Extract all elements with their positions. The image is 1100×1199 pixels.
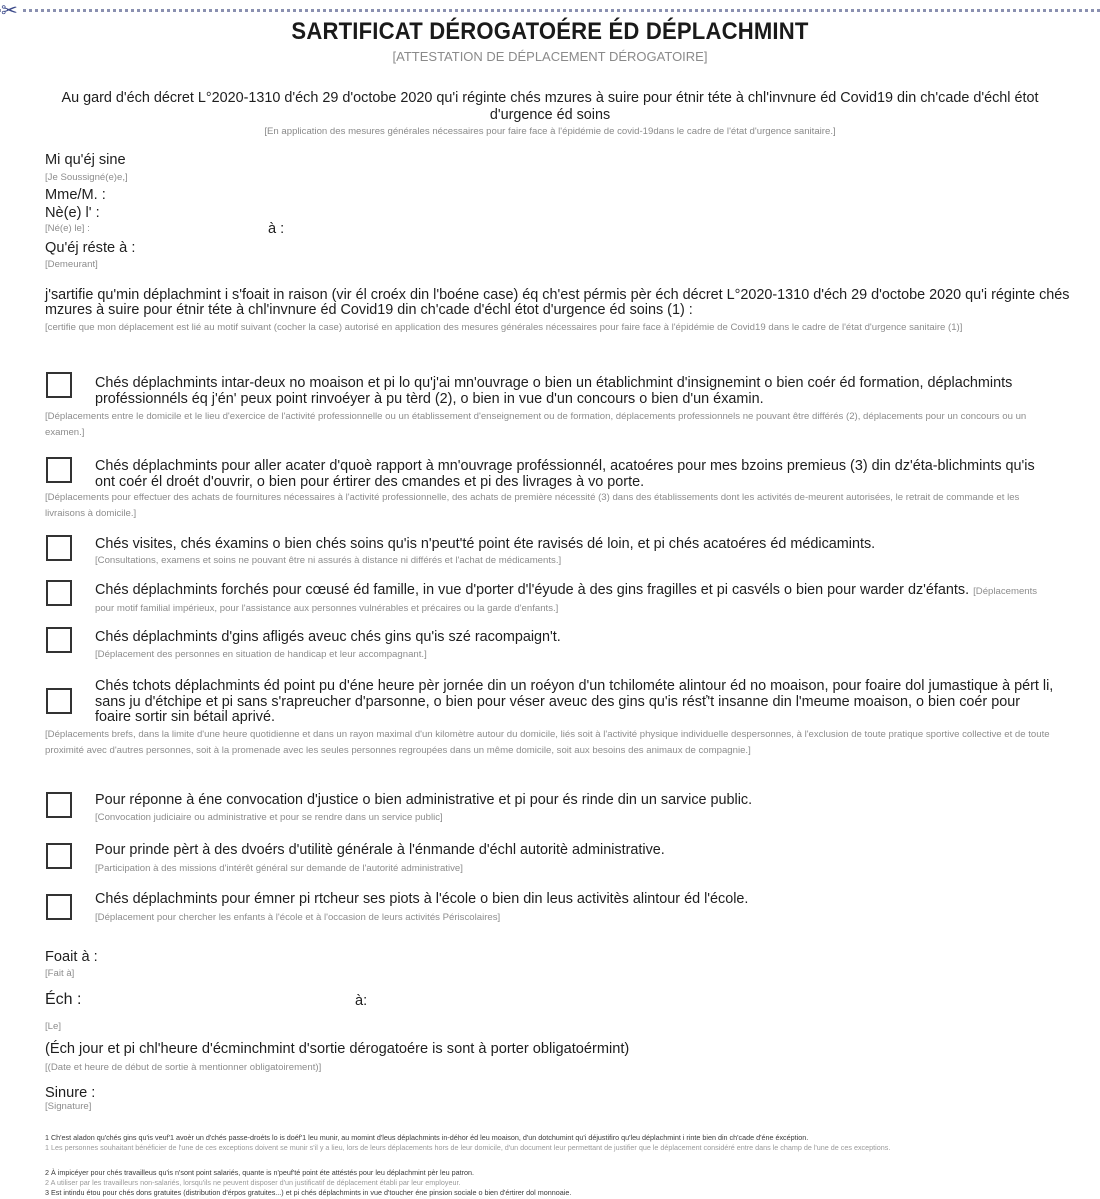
option-3-text: Chés visites, chés éxamins o bien chés soins qu'is n'peut'té point éte ravisés dé loin, et pi chés acatoéres éd médicamints. <box>95 536 876 552</box>
checkbox-option-9[interactable] <box>46 894 72 920</box>
intro-translation: [En application des mesures générales nécessaires pour faire face à l'épidémie de covid-19dans le cadre de l'état d'urgence sanitaire.] <box>264 126 836 137</box>
option-5-text: Chés déplachmints d'gins afligés aveuc chés gins qu'is szé racompaign't. <box>95 629 561 645</box>
checkbox-option-4[interactable] <box>46 580 72 606</box>
footnote-2-translation: 2 A utiliser par les travailleurs non-salariés, lorsqu'ils ne peuvent disposer d'un justificatif de déplacement établi par leur employeur. <box>45 1178 461 1187</box>
option-6-translation: [Déplacements brefs, dans la limite d'une heure quotidienne et dans un rayon maximal d'un kilomètre autour du domicile, liés soit à l'activité physique individuelle despersonnes, à l'exclusion de toute pratique sportive collective et de toute proximité avec d'autres personnes, soit à la promenade avec les seules personnes regroupées dans un même domicile, soit aux besoins des animaux de compagnie.] <box>45 729 1050 756</box>
option-4-main: Chés déplachmints forchés pour cœusé éd famille, in vue d'porter d'l'éyude à des gins fragilles et pi casvéls o bien pour warder dz'éfants. <box>95 582 970 598</box>
option-8-text: Pour prinde pèrt à des dvoérs d'utilitè générale à l'énmande d'échl autoritè administrative. <box>95 842 665 858</box>
option-7-text: Pour réponne à éne convocation d'justice o bien administrative et pi pour és rinde din un sarvice public. <box>95 792 753 808</box>
footnote-1-translation: 1 Les personnes souhaitant bénéficier de l'une de ces exceptions doivent se munir s'il y a lieu, lors de leurs déplacements hors de leur domicile, d'un document leur permettant de justifier que le déplacement considéré entre dans le champ de l'une de ces exceptions. <box>45 1143 891 1152</box>
signature-translation: [Signature] <box>45 1101 92 1112</box>
made-at-translation: [Fait à] <box>45 968 75 979</box>
intro-text: Au gard d'éch décret L°2020-1310 d'éch 29 d'octobe 2020 qu'i réginte chés mzures à suire pour étnir téte à chl'invnure éd Covid19 din ch'cade d'échl étot d'urgence éd soins <box>61 90 1039 123</box>
scissors-icon: ✂ <box>1 0 18 22</box>
certify-text: j'sartifie qu'min déplachmint i s'foait in raison (vir él croéx din l'boéne case) éq ch'est pérmis pèr éch décret L°2020-1310 d'éch 29 d'octobe 2020 qu'i réginte chés mzures à suire pour étnir téte à chl'invnure éd Covid19 din ch'cade d'échl étot d'urgence éd soins (1) : <box>45 287 1070 318</box>
residence-translation: [Demeurant] <box>45 259 98 270</box>
born-translation: [Né(e) le] : <box>45 223 90 234</box>
option-2-text: Chés déplachmints pour aller acater d'quoè rapport à mn'ouvrage proféssionnél, acatoéres pour mes bzoins premieus (3) din dz'éta-blichmints qu'is ont coér él droét d'ouvrir, o bien pour értirer des cmandes et pi des livrages à vo porte. <box>95 458 1035 490</box>
option-9-text: Chés déplachmints pour émner pi rtcheur ses piots à l'école o bien din leus activitès alintour éd l'école. <box>95 891 749 907</box>
option-1-translation: [Déplacements entre le domicile et le lieu d'exercice de l'activité professionnelle ou un établissement d'enseignement ou de formation, déplacements professionnels ne pouvant être différés (2), déplacements pour un concours ou un examen.] <box>45 411 1027 438</box>
signer-translation: [Je Soussigné(e)e,] <box>45 172 128 183</box>
option-2-translation: [Déplacements pour effectuer des achats de fournitures nécessaires à l'activité professionnelle, des achats de première nécessité (3) dans des établissements dont les activités de-meurent autorisées, le retrait de commande et les livraisons à domicile.] <box>45 492 1020 519</box>
date-label: Éch : <box>45 991 82 1008</box>
residence-label: Qu'éj réste à : <box>45 240 136 256</box>
option-9-translation: [Déplacement pour chercher les enfants à l'école et à l'occasion de leurs activités Périscolaires] <box>95 912 501 923</box>
option-4-text <box>95 583 1055 616</box>
checkbox-option-3[interactable] <box>46 535 72 561</box>
option-5-translation: [Déplacement des personnes en situation de handicap et leur accompagnant.] <box>95 649 427 660</box>
document-title: SARTIFICAT DÉROGATOÉRE ÉD DÉPLACHMINT <box>291 18 809 45</box>
born-at-label: à : <box>268 221 285 237</box>
document-subtitle: [ATTESTATION DE DÉPLACEMENT DÉROGATOIRE] <box>392 49 708 64</box>
option-4-translation: [Déplacements pour motif familial impérieux, pour l'assistance aux personnes vulnérables et précaires ou la garde d'enfants.] <box>95 586 1038 614</box>
option-8-translation: [Participation à des missions d'intérêt général sur demande de l'autorité administrative] <box>95 863 463 874</box>
checkbox-option-8[interactable] <box>46 843 72 869</box>
signature-label: Sinure : <box>45 1085 96 1101</box>
checkbox-option-7[interactable] <box>46 792 72 818</box>
date-note: (Éch jour et pi chl'heure d'écminchmint d'sortie dérogatoére is sont à porter obligatoérmint) <box>45 1041 630 1057</box>
made-at-label: Foait à : <box>45 949 98 965</box>
signer-label: Mi qu'éj sine <box>45 152 126 168</box>
name-label: Mme/M. : <box>45 187 106 203</box>
option-3-translation: [Consultations, examens et soins ne pouvant être ni assurés à distance ni différés et l'achat de médicaments.] <box>95 555 562 566</box>
footnote-3: 3 Est intindu étou pour chés dons gratuites (distribution d'érpos gratuites...) et pi chés déplachmints in vue d'toucher éne pinsion sociale o bien d'értirer dol monnoaie. <box>45 1188 572 1197</box>
option-7-translation: [Convocation judiciaire ou administrative et pour se rendre dans un service public] <box>95 812 443 823</box>
date-note-translation: [(Date et heure de début de sortie à mentionner obligatoirement)] <box>45 1062 322 1073</box>
option-6-text: Chés tchots déplachmints éd point pu d'éne heure pèr jornée din un roéyon d'un tchilométe alintour éd no moaison, pour foaire dol jumastique à pért li, sans ju d'étchipe et pi sans s'rapreucher d'parsonne, o bien pour véser aveuc des gins qu'is résť't insanne din l'meume moaison, o bien coér pour foaire sortir sin bétail aprivé. <box>95 678 1054 725</box>
option-1-text: Chés déplachmints intar-deux no moaison et pi lo qu'j'ai mn'ouvrage o bien un établichmint d'insignemint o bien coér éd formation, déplachmints proféssionnéls éq j'én' peux point rinvoéyer à pu tèrd (2), o bien in vue d'un concours o bien d'un éxamin. <box>95 375 1013 407</box>
cut-line <box>0 9 1100 16</box>
checkbox-option-6[interactable] <box>46 688 72 714</box>
certify-translation: [certifie que mon déplacement est lié au motif suivant (cocher la case) autorisé en application des mesures générales nécessaires pour faire face à l'épidémie de Covid19 dans le cadre de l'état d'urgence sanitaire (1)] <box>45 322 963 333</box>
checkbox-option-1[interactable] <box>46 372 72 398</box>
checkbox-option-2[interactable] <box>46 457 72 483</box>
time-label: à: <box>355 993 368 1009</box>
date-translation: [Le] <box>45 1021 62 1032</box>
footnote-2: 2 À impicéyer pour chés travailleus qu'is n'sont point salariés, quante is n'peuf'té point éte attéstés pour leu déplachmint pèr leu patron. <box>45 1168 475 1177</box>
footnote-1: 1 Ch'est aladon qu'chés gins qu'is veuf'1 avoèr un d'chés passe-droéts lo is doéf'1 leu munir, au momint d'leus déplachmints in-déhor éd leu moaison, d'un dotchumint qu'i déjustifiro qu'leu déplachmint i rinte bien din ch'cade d'éne éxcéption. <box>45 1133 809 1142</box>
born-label: Nè(e) l' : <box>45 205 100 221</box>
checkbox-option-5[interactable] <box>46 627 72 653</box>
